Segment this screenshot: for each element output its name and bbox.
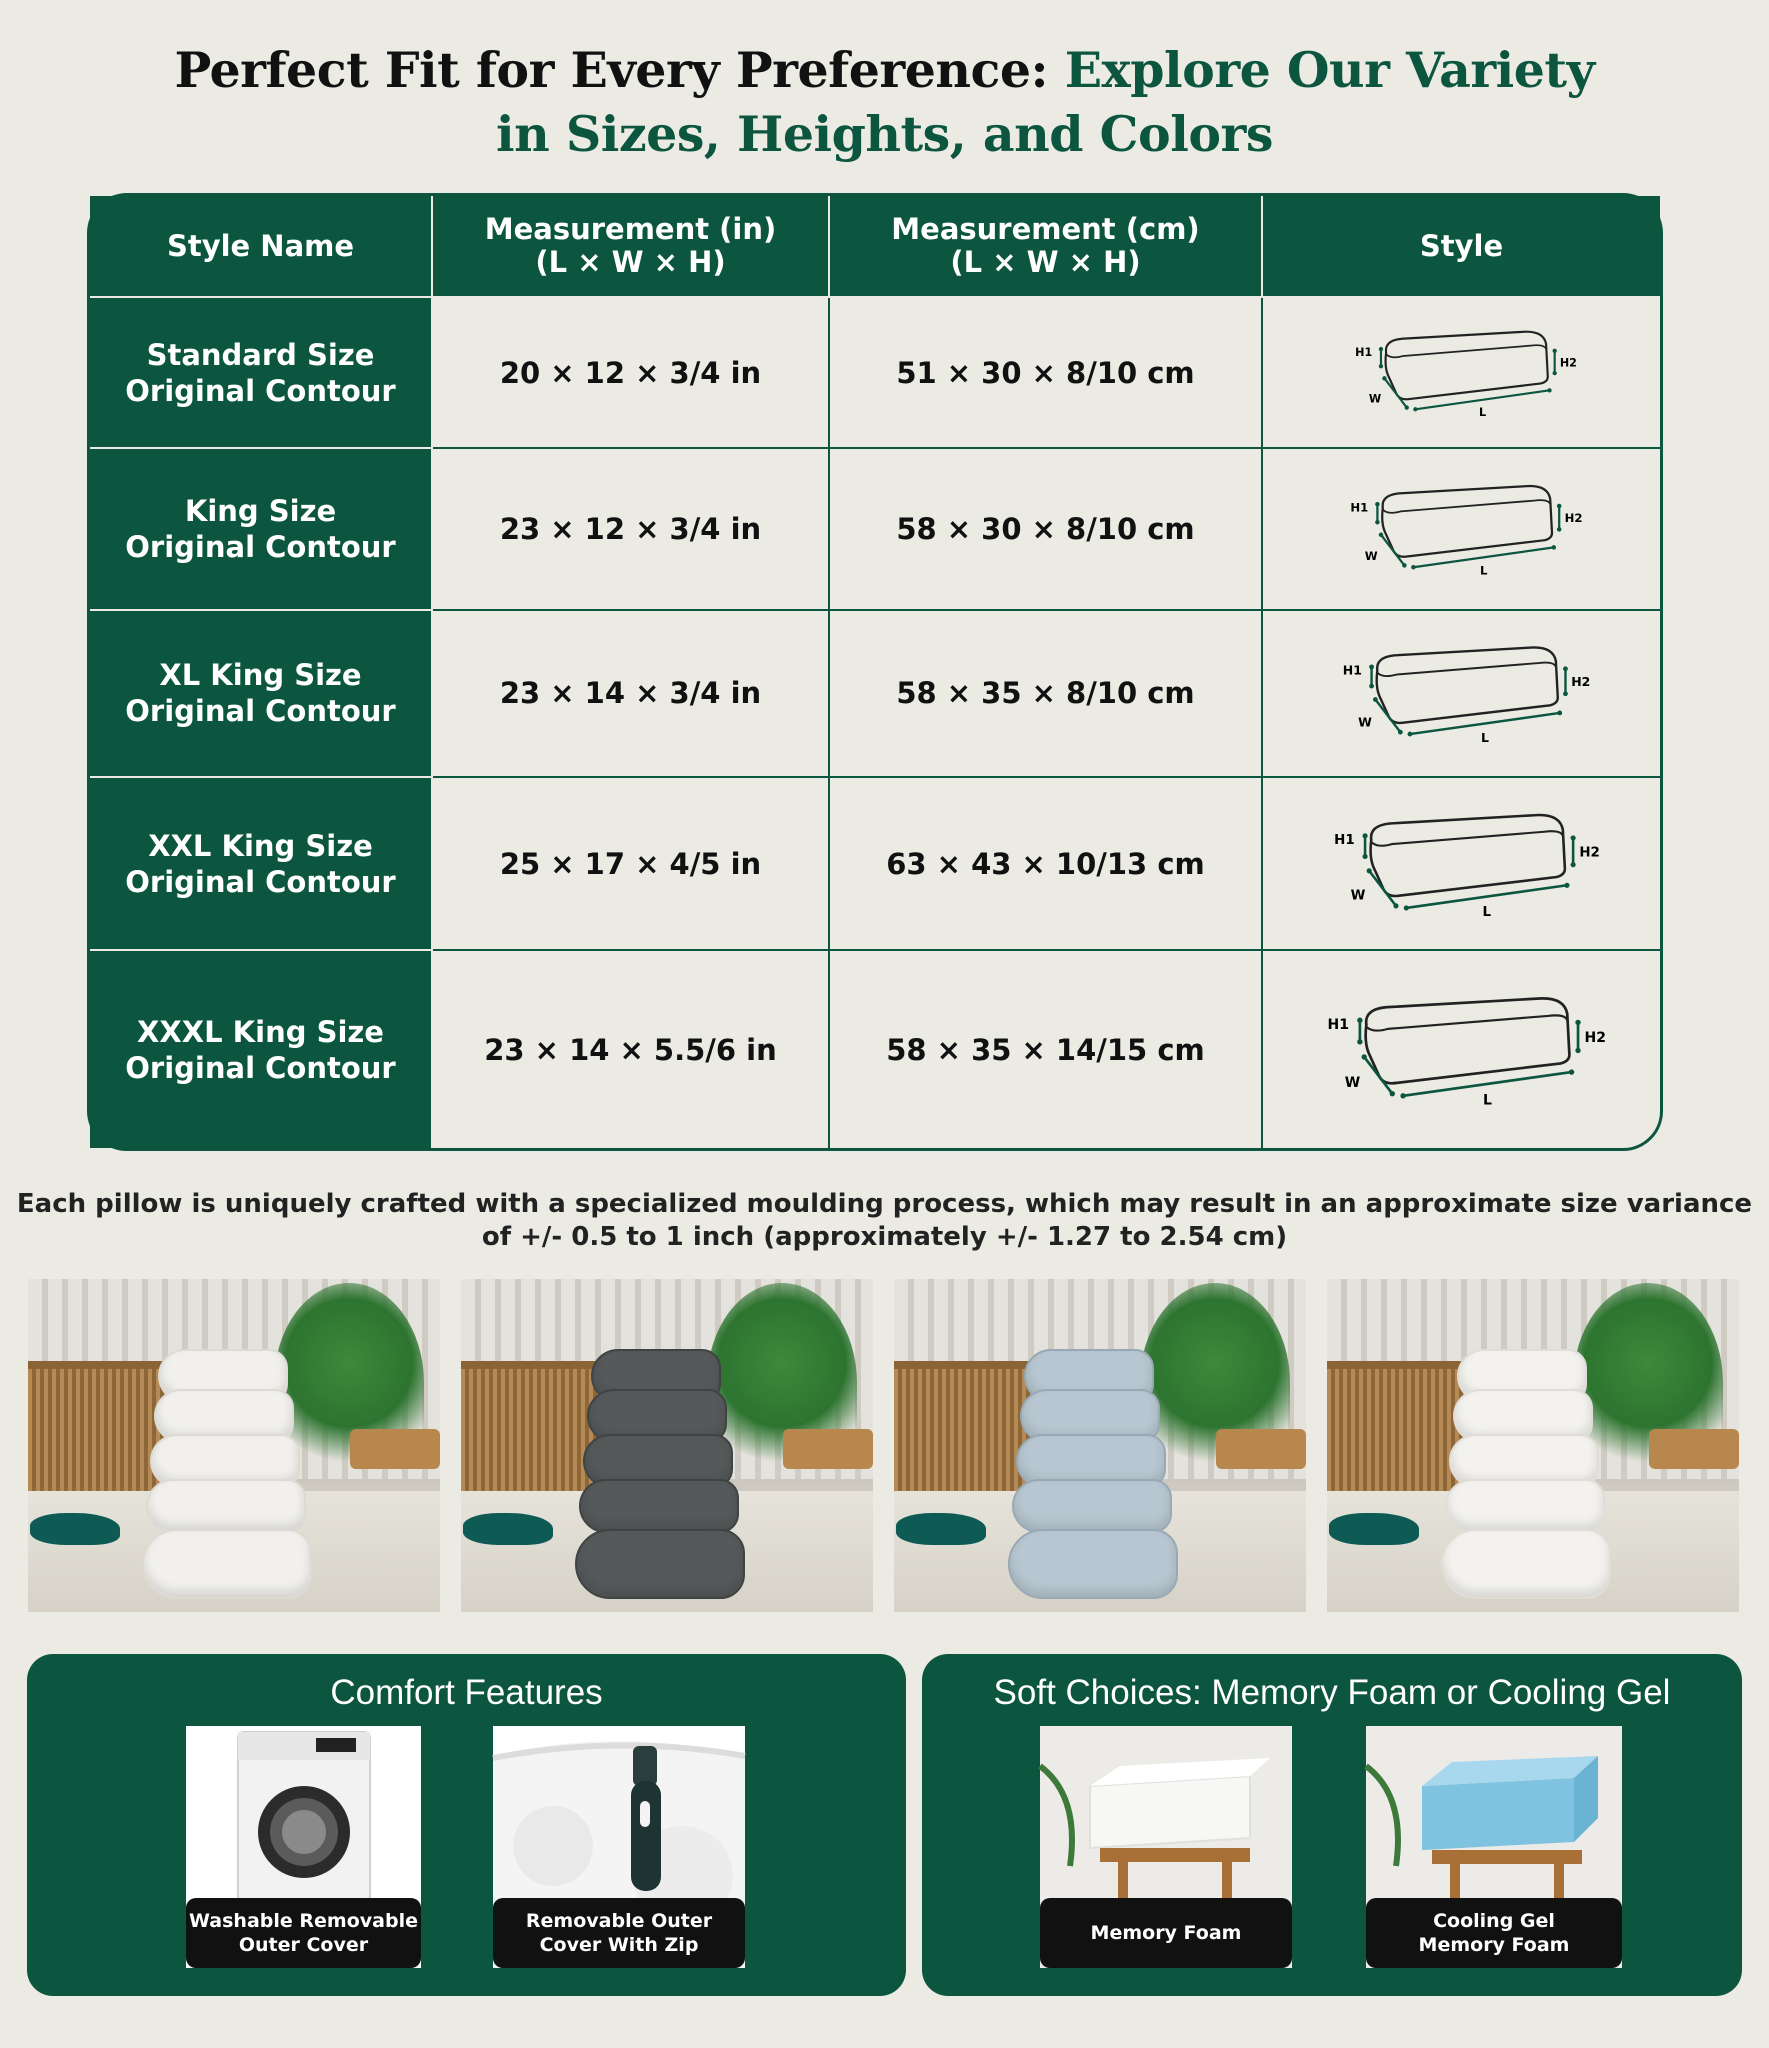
pillow-stack (1447, 1349, 1637, 1599)
washable-cover-label: Washable Removable Outer Cover (186, 1898, 421, 1968)
table-row (90, 610, 1660, 777)
towel-icon (463, 1513, 553, 1545)
svg-text:W: W (1368, 392, 1381, 406)
style-diagram-cell (1262, 297, 1660, 448)
size-variance-note: Each pillow is uniquely crafted with a specialized moulding process, which may result in an approximate size variance of +/- 0.5 to 1 inch (approximately +/- 1.27 to 2.54 cm) (16, 1189, 1753, 1252)
measurement-cm-cell: 51 × 30 × 8/10 cm (829, 297, 1262, 448)
size-table (87, 193, 1663, 1151)
soft-choices-panel (922, 1654, 1742, 1996)
measurement-cm-cell: 58 × 30 × 8/10 cm (829, 448, 1262, 609)
comfort-features-title: Comfort Features (330, 1673, 603, 1712)
svg-text:H1: H1 (1333, 833, 1355, 849)
pillow-stack (148, 1349, 338, 1599)
title-part-2: Explore Our Variety (1064, 41, 1595, 99)
memory-foam-label: Memory Foam (1040, 1898, 1292, 1968)
header-style-name: Style Name (90, 196, 432, 297)
pillow-diagram-icon (1350, 325, 1577, 420)
style-diagram-cell (1262, 777, 1660, 950)
measurement-in-cell: 23 × 12 × 3/4 in (432, 448, 829, 609)
svg-text:H2: H2 (1584, 1030, 1607, 1047)
measurement-in-cell: 25 × 17 × 4/5 in (432, 777, 829, 950)
svg-text:H2: H2 (1564, 511, 1583, 526)
memory-foam-card (1040, 1726, 1292, 1968)
table-row (90, 448, 1660, 609)
svg-text:H1: H1 (1342, 662, 1362, 678)
pillow-diagram-icon (1321, 990, 1607, 1109)
header-measurement-cm: Measurement (cm) (L × W × H) (829, 196, 1262, 297)
measurement-cm-cell: 58 × 35 × 8/10 cm (829, 610, 1262, 777)
style-diagram-cell (1262, 950, 1660, 1148)
pillow-stack-photo (894, 1279, 1306, 1612)
svg-text:W: W (1357, 714, 1372, 730)
svg-text:W: W (1364, 549, 1378, 564)
pillow-stack-photo (461, 1279, 873, 1612)
svg-text:L: L (1478, 406, 1486, 420)
title-part-1: Perfect Fit for Every Preference: (174, 41, 1065, 99)
svg-text:L: L (1480, 730, 1489, 746)
svg-text:H1: H1 (1327, 1017, 1350, 1034)
pillow-diagram-icon (1328, 807, 1600, 921)
measurement-cm-cell: 63 × 43 × 10/13 cm (829, 777, 1262, 950)
style-diagram-cell (1262, 448, 1660, 609)
svg-text:H2: H2 (1570, 674, 1591, 690)
cooling-gel-card (1366, 1726, 1622, 1968)
table-row (90, 297, 1660, 448)
style-diagram-cell (1262, 610, 1660, 777)
pillow-diagram-icon (1345, 479, 1583, 578)
measurement-in-cell: 23 × 14 × 3/4 in (432, 610, 829, 777)
svg-text:H2: H2 (1559, 356, 1577, 370)
towel-icon (896, 1513, 986, 1545)
comfort-features-panel (27, 1654, 906, 1996)
svg-text:W: W (1350, 888, 1366, 904)
pillow-stack-photo (1327, 1279, 1739, 1612)
pillow-diagram-icon (1337, 640, 1591, 746)
svg-text:H2: H2 (1578, 845, 1600, 861)
pillow-stack-photo (28, 1279, 440, 1612)
measurement-in-cell: 23 × 14 × 5.5/6 in (432, 950, 829, 1148)
cooling-gel-label: Cooling Gel Memory Foam (1366, 1898, 1622, 1968)
style-name-cell: Standard Size Original Contour (90, 297, 432, 448)
table-header-row (90, 196, 1660, 297)
zip-cover-card (493, 1726, 745, 1968)
svg-text:L: L (1482, 905, 1491, 921)
style-name-cell: XXXL King Size Original Contour (90, 950, 432, 1148)
svg-text:H1: H1 (1354, 346, 1372, 360)
towel-icon (30, 1513, 120, 1545)
measurement-cm-cell: 58 × 35 × 14/15 cm (829, 950, 1262, 1148)
soft-choices-title: Soft Choices: Memory Foam or Cooling Gel (993, 1673, 1671, 1712)
zip-cover-label: Removable Outer Cover With Zip (493, 1898, 745, 1968)
header-style: Style (1262, 196, 1660, 297)
washable-cover-card (186, 1726, 421, 1968)
svg-text:W: W (1344, 1075, 1361, 1092)
title-line-2: in Sizes, Heights, and Colors (496, 105, 1273, 163)
header-measurement-in: Measurement (in) (L × W × H) (432, 196, 829, 297)
towel-icon (1329, 1513, 1419, 1545)
table-row (90, 950, 1660, 1148)
svg-text:L: L (1483, 1092, 1493, 1109)
style-name-cell: XL King Size Original Contour (90, 610, 432, 777)
pillow-stack (581, 1349, 771, 1599)
svg-text:H1: H1 (1349, 500, 1368, 515)
style-name-cell: King Size Original Contour (90, 448, 432, 609)
pillow-stack (1014, 1349, 1204, 1599)
svg-text:L: L (1479, 563, 1487, 578)
table-row (90, 777, 1660, 950)
measurement-in-cell: 20 × 12 × 3/4 in (432, 297, 829, 448)
page-title (0, 38, 1769, 166)
style-name-cell: XXL King Size Original Contour (90, 777, 432, 950)
